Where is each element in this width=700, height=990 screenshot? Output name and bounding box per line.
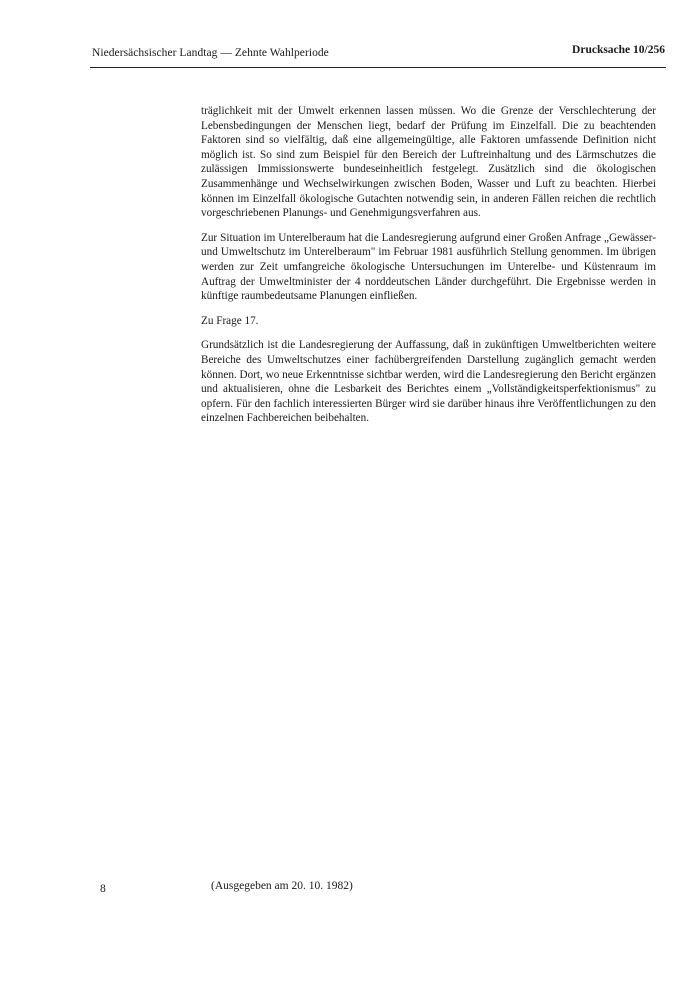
paragraph-answer: Grundsätzlich ist die Landesregierung der Auffassung, daß in zukünftigen Umweltberichten weitere Bereiche des Umweltschutzes einer fachübergreifenden Darstellung zugänglich gemacht werden können. Dort, wo neue Erkenntnisse sichtbar werden, wird die Landesregierung den Bericht ergänzen und aktualisieren, ohne die Lesbarkeit des Berichtes einem „Vollständigkeitsperfektionismus" zu opfern. Für den fachlich interessierten Bürger wird sie darüber hinaus ihre Veröffentlichungen zu den einzelnen Fachbereichen beibehalten. <box>201 339 656 425</box>
question-heading: Zu Frage 17. <box>201 314 259 327</box>
document-number: Drucksache 10/256 <box>572 44 665 56</box>
page-number: 8 <box>100 883 106 895</box>
paragraph-unterelberaum: Zur Situation im Unterelberaum hat die Landesregierung aufgrund einer Großen Anfrage „Gewässer- und Umweltschutz im Unterelberaum" im Februar 1981 ausführlich Stellung genommen. Im übrigen werden zur Zeit umfangreiche ökologische Untersuchungen im Unterelbe- und Küstenraum im Auftrag der Umweltminister der 4 norddeutschen Länder durchgeführt. Die Ergebnisse werden in künftige raumbedeutsame Planungen einfließen. <box>201 231 656 303</box>
paragraph-assessment: träglichkeit mit der Umwelt erkennen lassen müssen. Wo die Grenze der Verschlechterung der Lebensbedingungen der Menschen liegt, bedarf der Prüfung im Einzelfall. Die zu beachtenden Faktoren sind so vielfältig, daß eine allgemeingültige, alle Faktoren umfassende Definition nicht möglich ist. So sind zum Beispiel für den Bereich der Luftreinhaltung und des Lärmschutzes die zulässigen Immissionswerte bundeseinheitlich festgelegt. Zusätzlich sind die ökologischen Zusammenhänge und Wechselwirkungen zwischen Boden, Wasser und Luft zu beachten. Hierbei können im Einzelfall ökologische Gutachten notwendig sein, in anderen Fällen reichen die rechtlich vorgeschriebenen Planungs- und Genehmigungsverfahren aus. <box>201 105 656 220</box>
body-text <box>201 104 656 436</box>
header-divider <box>90 67 666 68</box>
running-header-title: Niedersächsischer Landtag — Zehnte Wahlperiode <box>92 47 329 59</box>
issue-date-note: (Ausgegeben am 20. 10. 1982) <box>211 880 353 892</box>
